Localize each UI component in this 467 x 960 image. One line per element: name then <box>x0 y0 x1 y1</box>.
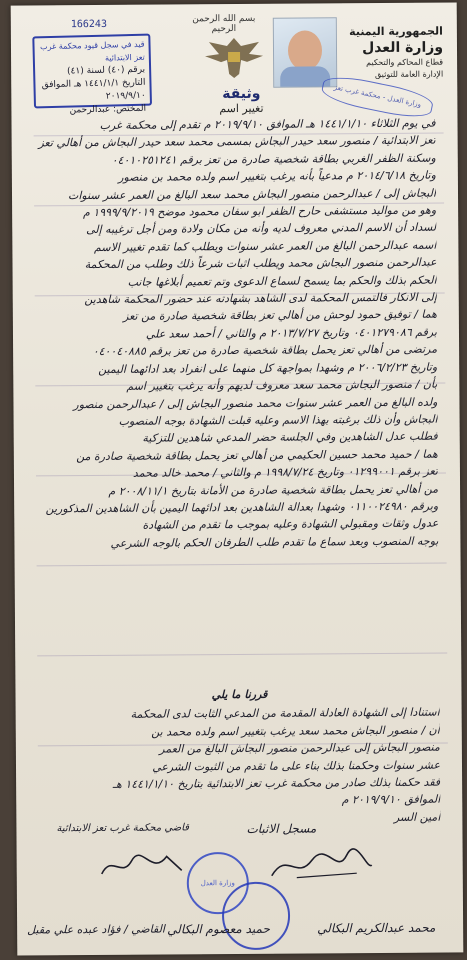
body-line: من أهالي تعز يحمل بطاقة شخصية صادرة من الأمانة بتاريخ ٢٠٠٨/١١/١ م <box>108 482 439 498</box>
court-seal: وزارة العدل <box>187 852 249 914</box>
admin-name: الإدارة العامة للتوثيق <box>374 69 444 80</box>
body-line: وهو من مواليد مستشفى حارح الظفر ابو سفان محمود موضح ١٩٩٩/٩/٢٠١٩ م <box>82 203 437 220</box>
body-line: مرتضى من أهالي تعز يحمل بطاقة شخصية صادرة من تعز برقم ٠٤٠٠٤٠٨٨٥ <box>92 342 438 359</box>
republic-name: الجمهورية اليمنية <box>349 24 443 39</box>
body-line: بأن / منصور البجاش محمد سعد معروف لديهم وأنه يرغب بتغيير اسم <box>126 377 438 393</box>
judge-label: قاضي محكمة غرب تعز الابتدائية <box>56 822 190 835</box>
photo-face <box>288 30 322 70</box>
body-line: بوجه المنصوب وبعد سماع ما تقدم طلب الطرفان الحكم بالوجه الشرعي <box>110 534 439 550</box>
ruled-line <box>37 653 447 657</box>
body-line: ولده البالغ من العمر عشر سنوات محمد منصور البجاش إلى / عبدالرحمن منصور <box>73 395 438 411</box>
body-line: الحكم بذلك والحكم بما يسمح لسماع الدعوى وتم تعميم أبلاغها جانب <box>127 273 437 289</box>
ruling-line: عشر سنوات وحكمنا بذلك بناء على ما تقدم من الثبوت الشرعي <box>152 758 441 774</box>
ruling-line: أن / منصور البجاش محمد سعد يرغب بتغيير اسم ولده محمد بن <box>151 723 440 739</box>
body-line: برقم ٠٤٠١٢٧٩٠٨٦ وتاريخ ٢٠١٣/٧/٢٧ م والثاني / أحمد سعد علي <box>145 325 438 341</box>
body-line: اسمه عبدالرحمن البالغ من العمر عشر سنوات ويطلب كما تقدم تغيير الاسم <box>93 238 437 254</box>
body-line: وتاريخ ٢٠١٤/٦/١٨ م مدعياً بأنه يرغب بتغيير اسم ولده محمد بن منصور <box>118 168 436 185</box>
ministry-name: وزارة العدل <box>361 39 444 57</box>
body-line: عبدالرحمن منصور البجاش محمد ويطلب اثبات شرعاً ذلك وطلب من المحكمة <box>84 255 437 272</box>
body-line: هما / حميد محمد حسين الحكيمي من أهالي تعز يحمل بطاقة شخصية صادرة من <box>76 447 438 463</box>
signature-area <box>16 810 463 953</box>
ruling-line: استنادا إلى الشهادة العادلة المقدمة من المدعي الثابت لدى المحكمة <box>130 705 440 722</box>
registry-stamp <box>32 34 152 116</box>
body-line: لسداد أن الاسم المدني معروف لديه وأنه من مكان ولادة ومن أجل ترغيبه إلى <box>86 221 437 237</box>
document-number: 166243 <box>70 18 107 31</box>
body-line: وسكنة الظفر الغربي بطاقة شخصية صادرة من تعز برقم ٠٤٠١٠٢٥١٢٤١ <box>111 151 436 167</box>
signature-scribble-icon <box>267 845 377 886</box>
ruling-line: فقد حكمنا بذلك صادر من محكمة غرب تعز الابتدائية بتاريخ ١٤٤١/١/١٠ هـ <box>112 775 441 791</box>
ruling-lines <box>40 704 441 811</box>
body-line: هما / توفيق حمود لوحش من أهالي تعز بطاقة شخصية صادرة من تعز <box>123 308 437 324</box>
body-line: فطلب عدل الشاهدين وفي الجلسة حضر المدعي شاهدين للتزكية <box>142 429 438 445</box>
letterhead <box>323 25 443 82</box>
body-line: البجاش وأن ذلك برغبته بهذا الاسم وعليه قبلت الشهادة بوجه المنصوب <box>118 412 438 428</box>
documenter-label: مسجل الاثبات <box>246 821 317 836</box>
body-line: البجاش إلى / عبدالرحمن منصور البجاش محمد سعد البالغ من العمر عشر سنوات <box>67 186 437 202</box>
document-title: وثيقة <box>222 85 261 103</box>
signatory-name-left: محمد عبدالكريم البكالي <box>317 920 436 936</box>
body-line: تعز الابتدائية / منصور سعد حيدر البجاش بمسمى محمد سعد حيدر البجاش من أهالي تعز <box>38 134 436 150</box>
document-body <box>35 115 438 553</box>
ruling-line: الموافق ٢٠١٩/٩/١٠ م <box>341 793 441 807</box>
bismillah-header: بسم الله الرحمن الرحيم <box>192 13 256 35</box>
document-titles <box>181 86 301 117</box>
signatory-name-right: القاضي / فؤاد عبده علي مقبل <box>27 922 166 937</box>
ruling-heading: قررنا ما يلي <box>211 687 268 702</box>
ruled-line <box>37 563 447 567</box>
document-sheet <box>11 2 464 955</box>
closing-label: أمين السر <box>393 810 441 824</box>
document-subtitle: تغيير اسم <box>219 101 264 116</box>
body-line: وبرقم ٠١١٠٠٢٤٩٨٠ وشهدا بعدالة الشاهدين بعد ادائهما اليمين بأن الشاهدين المذكورين <box>45 499 439 516</box>
body-line: إلى الانكار فالتمس المحكمة لدى الشاهد بشهادته عند حضور المحكمة شاهدين <box>84 290 437 307</box>
body-line: وتاريخ ٢٠٠٦/٢/٢٣ م وشهدا بمواجهة كل منهما على انفراد بعد ادائهما اليمين <box>98 360 438 376</box>
sector-name: قطاع المحاكم والتحكيم <box>366 57 444 68</box>
ministry-seal-icon <box>222 882 290 950</box>
registry-stamp-line: برقم (٤٠) لسنة (٤١) <box>66 64 146 77</box>
ruling-line: منصور البجاش إلى عبدالرحمن منصور البجاش البالغ من العمر <box>159 740 440 756</box>
ruling-section <box>39 685 440 829</box>
body-line: تعز برقم ٠١٢٩٩٠٠١ وتاريخ ١٩٩٨/٧/٢٤ م والثاني / محمد خالد محمد <box>132 464 438 480</box>
department-stamp: وزارة العدل - محكمة غرب تعز <box>320 72 435 122</box>
eagle-emblem-icon <box>201 34 267 80</box>
body-line: عدول وثقات ومقبولي الشهادة وعليه بموجب ما تقدم من الشهادة <box>142 516 439 533</box>
registry-stamp-line: المختص: عبدالرحمن <box>69 103 147 116</box>
body-line: في يوم الثلاثاء ١٤٤١/١/١٠ هـ الموافق ٢٠١٩/٩/١٠ م تقدم إلى محكمة غرب <box>99 116 436 132</box>
registry-stamp-line: التاريخ ١٤٤١/١/١ هـ الموافق ٢٠١٩/٩/١٠ <box>41 77 146 102</box>
signatory-name-mid: حميد معصوم البكالي <box>167 921 270 937</box>
registry-stamp-line: قيد في سجل قيود محكمة غرب تعز الابتدائية <box>40 39 145 63</box>
judge-signature-icon <box>97 848 187 883</box>
